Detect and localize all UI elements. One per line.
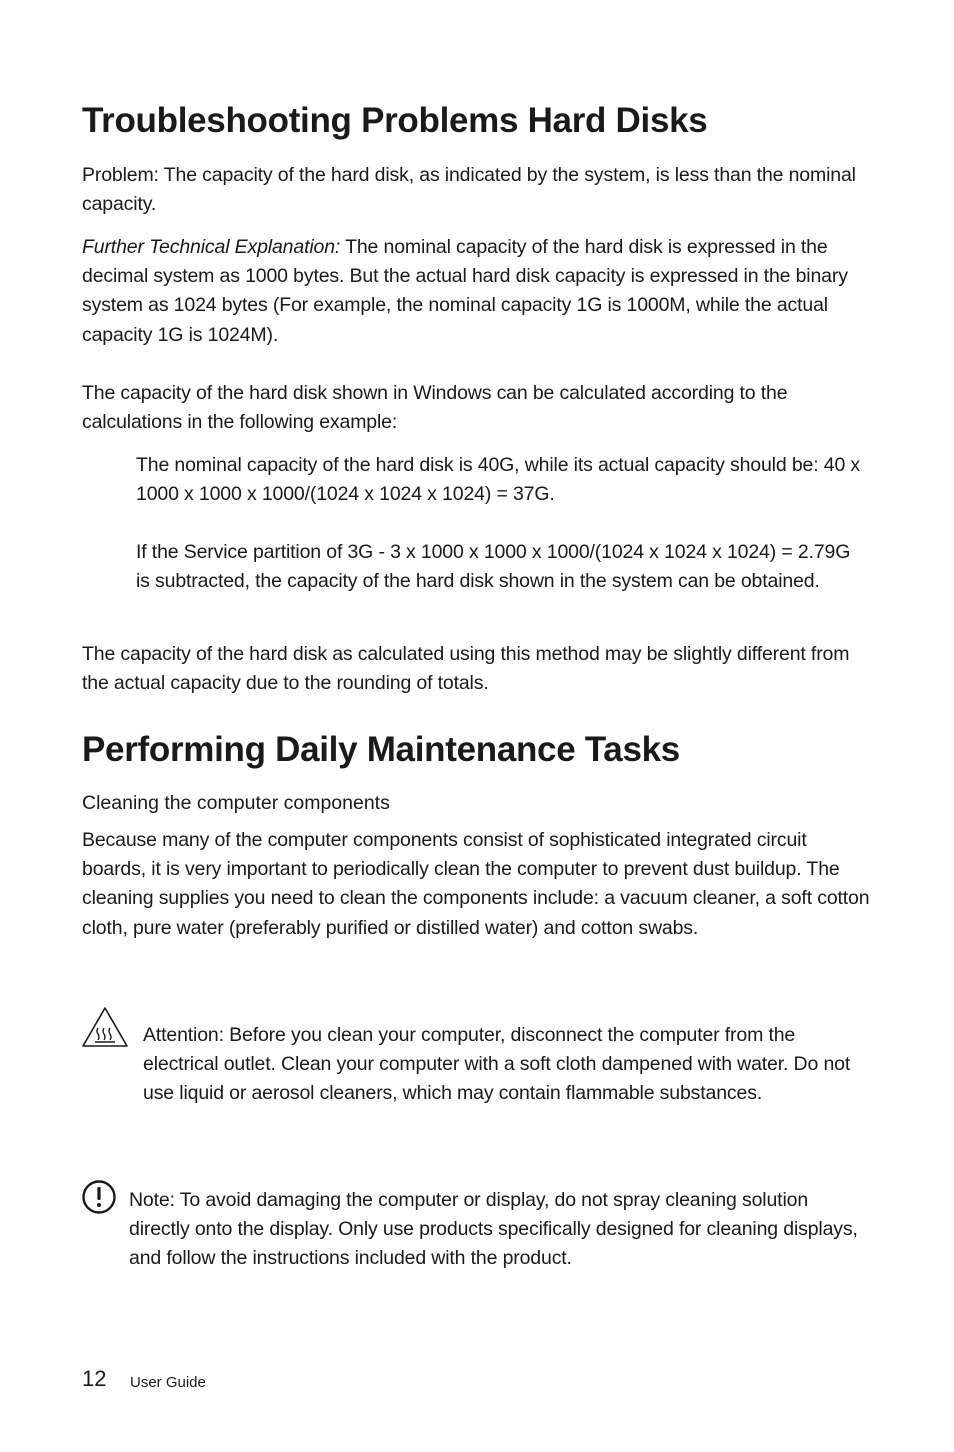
- note-label: Note:: [129, 1189, 175, 1211]
- page-number: 12: [82, 1366, 107, 1391]
- cleaning-paragraph: Because many of the computer components consist of sophisticated integrated circuit boards, it is very important to periodically clean the computer to prevent dust buildup. The cleaning supplies you need to clean the components include: a vacuum cleaner, a soft cotton cloth, pure water (preferably purified or distilled water) and cotton swabs.: [82, 829, 870, 939]
- example-paragraph-1: The nominal capacity of the hard disk is 40G, while its actual capacity should be: 40 x 1000 x 1000 x 1000/(1024 x 1024 x 1024) = 37G.: [136, 454, 861, 506]
- explanation-label: Further Technical Explanation:: [82, 236, 341, 258]
- attention-text: Before you clean your computer, disconnect the computer from the electrical outlet. Clean your computer with a soft cloth dampened with water. Do not use liquid or aerosol cleaners, which may contain flammable substances.: [143, 1024, 851, 1105]
- closing-paragraph: The capacity of the hard disk as calculated using this method may be slightly different from the actual capacity due to the rounding of totals.: [82, 643, 850, 695]
- calc-intro-paragraph: The capacity of the hard disk shown in Windows can be calculated according to the calculations in the following example:: [82, 382, 788, 434]
- exclamation-note-icon: [81, 1179, 117, 1215]
- section-title-maintenance: Performing Daily Maintenance Tasks: [82, 730, 680, 769]
- attention-label: Attention:: [143, 1024, 224, 1046]
- subheading-cleaning: Cleaning the computer components: [82, 792, 390, 814]
- problem-text: The capacity of the hard disk, as indicated by the system, is less than the nominal capacity.: [82, 164, 856, 216]
- attention-paragraph: [143, 1021, 863, 1109]
- problem-label: Problem:: [82, 164, 159, 186]
- explanation-text: The nominal capacity of the hard disk is expressed in the decimal system as 1000 bytes. But the actual hard disk capacity is expressed in the binary system as 1024 bytes (For example, the nominal capacity 1G is 1000M, while the actual capacity 1G is 1024M).: [82, 236, 848, 346]
- section-title-troubleshooting: Troubleshooting Problems Hard Disks: [82, 101, 708, 140]
- hot-surface-warning-icon: [81, 1006, 129, 1048]
- footer-label: User Guide: [130, 1374, 206, 1391]
- example-paragraph-2: If the Service partition of 3G - 3 x 1000 x 1000 x 1000/(1024 x 1024 x 1024) = 2.79G is subtracted, the capacity of the hard disk shown in the system can be obtained.: [136, 541, 851, 593]
- note-text: To avoid damaging the computer or display, do not spray cleaning solution directly onto the display. Only use products specifically designed for cleaning displays, and follow the instructions included with the product.: [129, 1189, 858, 1270]
- note-paragraph: [129, 1186, 869, 1274]
- problem-paragraph: [82, 161, 872, 219]
- explanation-paragraph: [82, 233, 872, 350]
